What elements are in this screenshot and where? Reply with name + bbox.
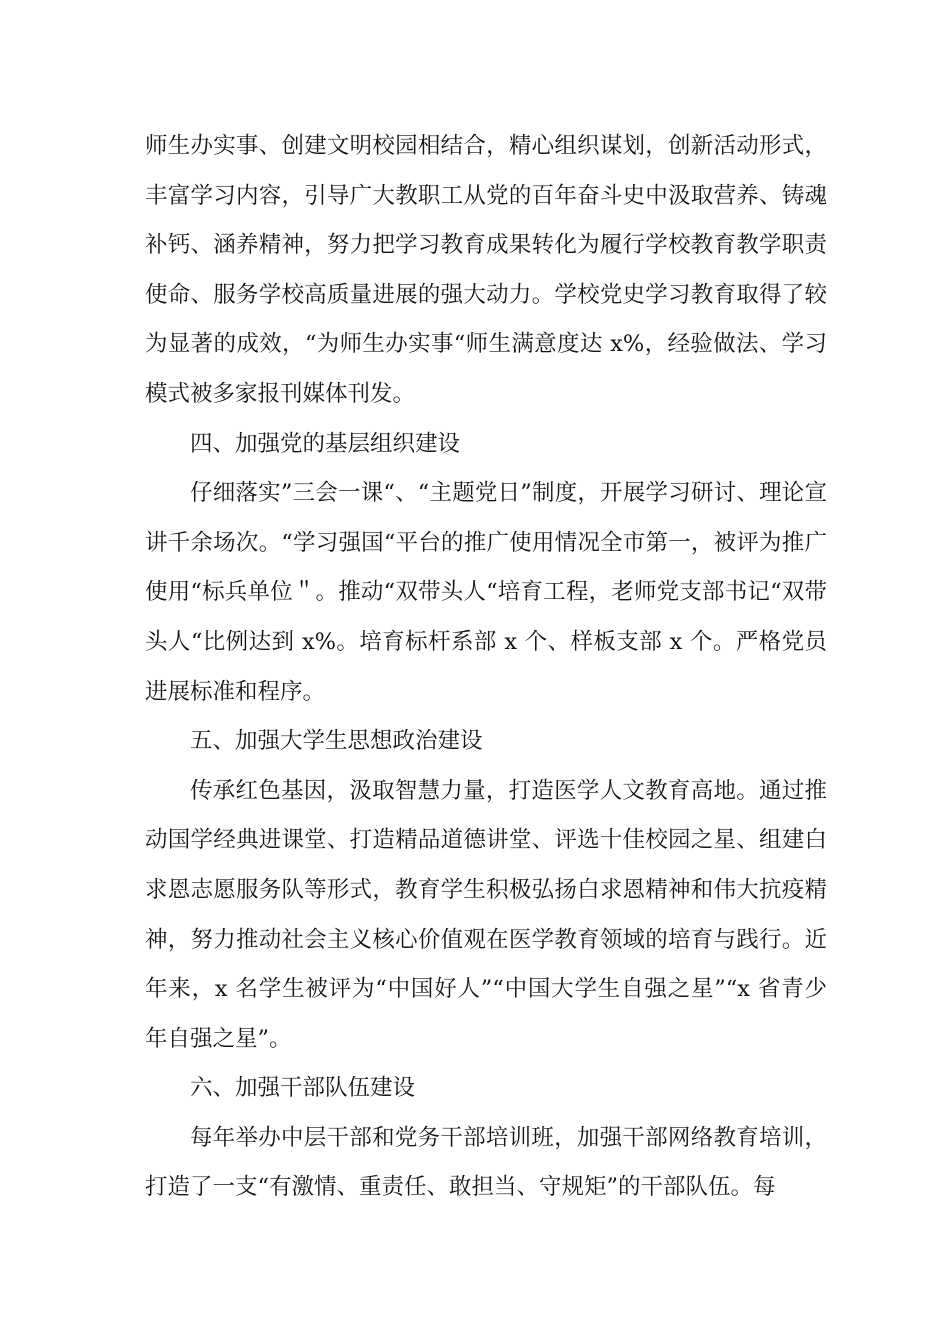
paragraph-section-5: 传承红色基因，汲取智慧力量，打造医学人文教育高地。通过推动国学经典进课堂、打造精品道德讲堂、评选十佳校园之星、组建白求恩志愿服务队等形式，教育学生积极弘扬白求恩精神和伟大抗疫精神，努力推动社会主义核心价值观在医学教育领域的培育与践行。近年来，x 名学生被评为“中国好人”“中国大学生自强之星”“x 省青少年自强之星”。 bbox=[145, 777, 827, 1052]
document-body bbox=[145, 122, 827, 1213]
section-heading-4: 四、加强党的基层组织建设 bbox=[190, 430, 461, 457]
section-heading-5: 五、加强大学生思想政治建设 bbox=[190, 728, 483, 755]
paragraph-section-6: 每年举办中层干部和党务干部培训班，加强干部网络教育培训，打造了一支“有激情、重责任、敢担当、守规矩”的干部队伍。每 bbox=[145, 1124, 827, 1201]
paragraph-continued: 师生办实事、创建文明校园相结合，精心组织谋划，创新活动形式，丰富学习内容，引导广大教职工从党的百年奋斗史中汲取营养、铸魂补钙、涵养精神，努力把学习教育成果转化为履行学校教育教学职责使命、服务学校高质量进展的强大动力。学校党史学习教育取得了较为显著的成效，“为师生办实事“师生满意度达 x%，经验做法、学习模式被多家报刊媒体刊发。 bbox=[145, 133, 827, 407]
section-heading-6: 六、加强干部队伍建设 bbox=[190, 1075, 416, 1102]
paragraph-section-4: 仔细落实”三会一课“、“主题党日”制度，开展学习研讨、理论宣讲千余场次。“学习强国“平台的推广使用情况全市第一，被评为推广使用“标兵单位＂。推动“双带头人“培育工程，老师党支部书记“双带头人“比例达到 x%。培育标杆系部 x 个、样板支部 x 个。严格党员进展标准和程序。 bbox=[145, 480, 827, 705]
